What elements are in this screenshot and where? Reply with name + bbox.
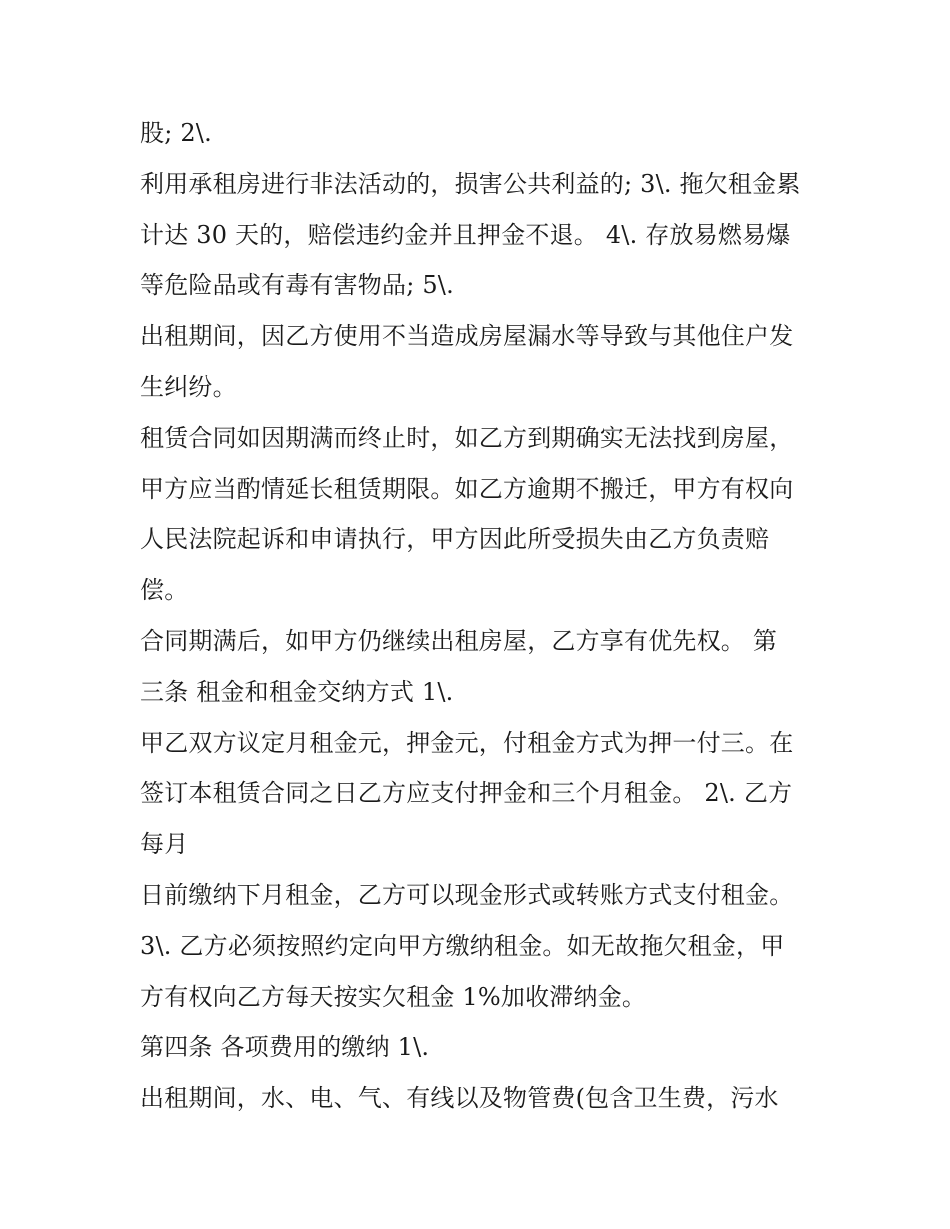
text-line: 股; 2\. [140, 119, 212, 147]
text-line: 生纠纷。 [140, 372, 237, 401]
text-line: 甲方应当酌情延长租赁期限。如乙方逾期不搬迁，甲方有权向 [140, 474, 794, 503]
text-line: 第四条 各项费用的缴纳 1\. [140, 1033, 430, 1062]
text-line: 甲乙双方议定月租金元，押金元，付租金方式为押一付三。在 [140, 728, 794, 757]
text-line: 计达 30 天的，赔偿违约金并且押金不退。 4\. 存放易燃易爆 [140, 220, 791, 249]
text-line: 方有权向乙方每天按实欠租金 1%加收滞纳金。 [140, 982, 647, 1011]
text-line: 利用承租房进行非法活动的，损害公共利益的; 3\. 拖欠租金累 [140, 169, 801, 198]
text-line: 签订本租赁合同之日乙方应支付押金和三个月租金。 2\. 乙方 [140, 779, 793, 808]
text-line: 日前缴纳下月租金，乙方可以现金形式或转账方式支付租金。 [140, 880, 794, 909]
text-line: 3\. 乙方必须按照约定向甲方缴纳租金。如无故拖欠租金，甲 [140, 931, 785, 960]
text-line: 出租期间，水、电、气、有线以及物管费(包含卫生费，污水 [140, 1084, 779, 1113]
text-line: 等危险品或有毒有害物品; 5\. [140, 271, 454, 300]
text-line: 人民法院起诉和申请执行，甲方因此所受损失由乙方负责赔 [140, 525, 770, 554]
text-line: 合同期满后，如甲方仍继续出租房屋，乙方享有优先权。 第 [140, 626, 778, 655]
text-line: 每月 [140, 830, 189, 859]
text-line: 三条 租金和租金交纳方式 1\. [140, 677, 454, 706]
document-body [140, 108, 820, 1124]
text-line: 租赁合同如因期满而终止时，如乙方到期确实无法找到房屋， [140, 423, 794, 452]
text-line: 偿。 [140, 576, 189, 605]
text-line: 出租期间，因乙方使用不当造成房屋漏水等导致与其他住户发 [140, 322, 794, 351]
